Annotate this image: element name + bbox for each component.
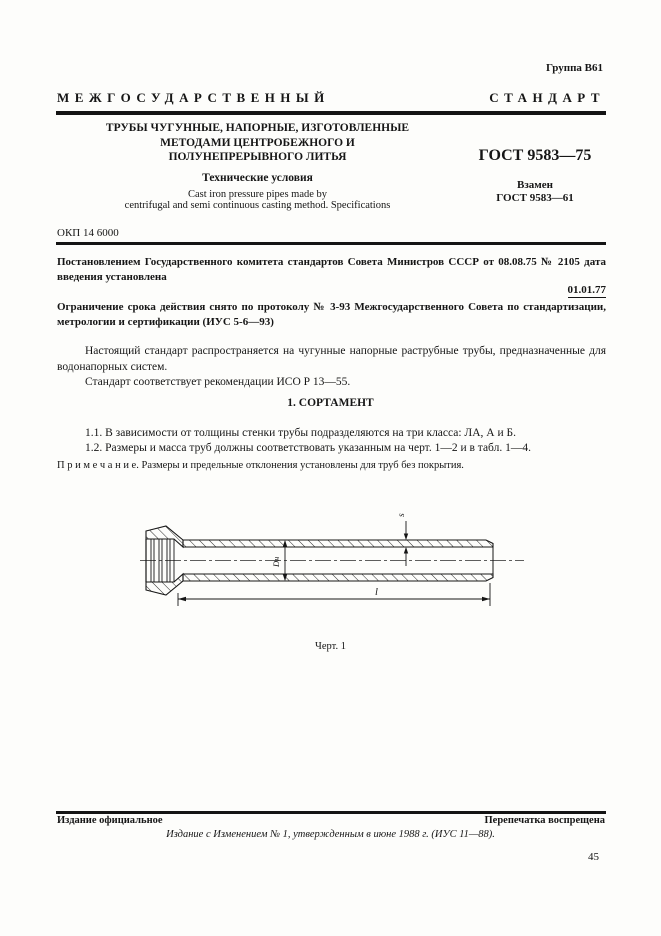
footer-rule: [56, 811, 606, 814]
doc-subtitle-en-line1: Cast iron pressure pipes made by: [187, 188, 328, 200]
decree-paragraph: Постановлением Государственного комитета стандартов Совета Министров СССР от 08.08.75 № 2105 дата введения установлена: [57, 256, 606, 283]
iso-paragraph: Стандарт соответствует рекомендации ИСО Р 13—55.: [85, 376, 351, 388]
title-rule: [56, 242, 606, 245]
replaces-number: ГОСТ 9583—61: [496, 192, 574, 204]
note-text: Размеры и предельные отклонения установлены для труб без покрытия.: [141, 460, 464, 471]
clause-1-2: 1.2. Размеры и масса труб должны соответствовать указанным на черт. 1—2 и в табл. 1—4.: [85, 442, 531, 454]
replaces-label: Взамен: [517, 179, 553, 191]
doc-title-line2: МЕТОДАМИ ЦЕНТРОБЕЖНОГО И: [160, 136, 355, 149]
note-paragraph: [57, 460, 606, 471]
okp-code: ОКП 14 6000: [57, 227, 119, 239]
section-1-title: 1. СОРТАМЕНТ: [287, 397, 374, 409]
doc-subtitle-en-line2: centrifugal and semi continuous casting method. Specifications: [124, 200, 391, 211]
dimension-length: [178, 583, 490, 606]
page-number: 45: [588, 851, 599, 863]
introduction-date: 01.01.77: [567, 284, 606, 296]
socket-bottom-wall: [146, 574, 183, 595]
dim-diameter-label: Dн: [271, 556, 281, 567]
footer-row: [57, 815, 605, 826]
limitation-paragraph: Ограничение срока действия снято по протоколу № 3-93 Межгосударственного Совета по стандартизации, метрологии и сертификации (ИУС 5-6—93): [57, 301, 606, 328]
dim-s-label: s: [397, 513, 407, 517]
figure-caption: Черт. 1: [315, 641, 346, 652]
pipe-top-wall: [183, 540, 493, 547]
dim-length-label: l: [375, 587, 378, 598]
clause-1-1: 1.1. В зависимости от толщины стенки трубы подразделяются на три класса: ЛА, А и Б.: [85, 427, 516, 439]
standard-header: [57, 90, 605, 106]
pipe-drawing: [138, 509, 528, 654]
title-block: [70, 121, 445, 212]
header-rule: [56, 111, 606, 115]
edition-note: Издание с Изменением № 1, утвержденным в июне 1988 г. (ИУС 11—88).: [166, 829, 495, 840]
standard-header-word1: МЕЖГОСУДАРСТВЕННЫЙ: [57, 90, 330, 105]
gost-number: ГОСТ 9583—75: [478, 147, 592, 164]
note-label: П р и м е ч а н и е.: [57, 460, 139, 471]
doc-title-line1: ТРУБЫ ЧУГУННЫЕ, НАПОРНЫЕ, ИЗГОТОВЛЕННЫЕ: [105, 122, 410, 134]
group-label: Группа В61: [545, 62, 603, 74]
scope-paragraph: Настоящий стандарт распространяется на чугунные напорные раструбные трубы, предназначенные для водонапорных систем.: [57, 345, 606, 373]
pipe-bottom-wall: [183, 574, 493, 581]
pipe-drawing-svg: [138, 509, 528, 649]
standard-header-word2: СТАНДАРТ: [489, 90, 605, 105]
reprint-forbidden-label: Перепечатка воспрещена: [484, 815, 605, 826]
replaces-block: [455, 179, 615, 205]
socket-top-wall: [146, 526, 183, 547]
doc-subtitle-ru: Технические условия: [202, 171, 313, 184]
doc-title-line3: ПОЛУНЕПРЕРЫВНОГО ЛИТЬЯ: [168, 151, 347, 163]
official-edition-label: Издание официальное: [57, 815, 163, 826]
